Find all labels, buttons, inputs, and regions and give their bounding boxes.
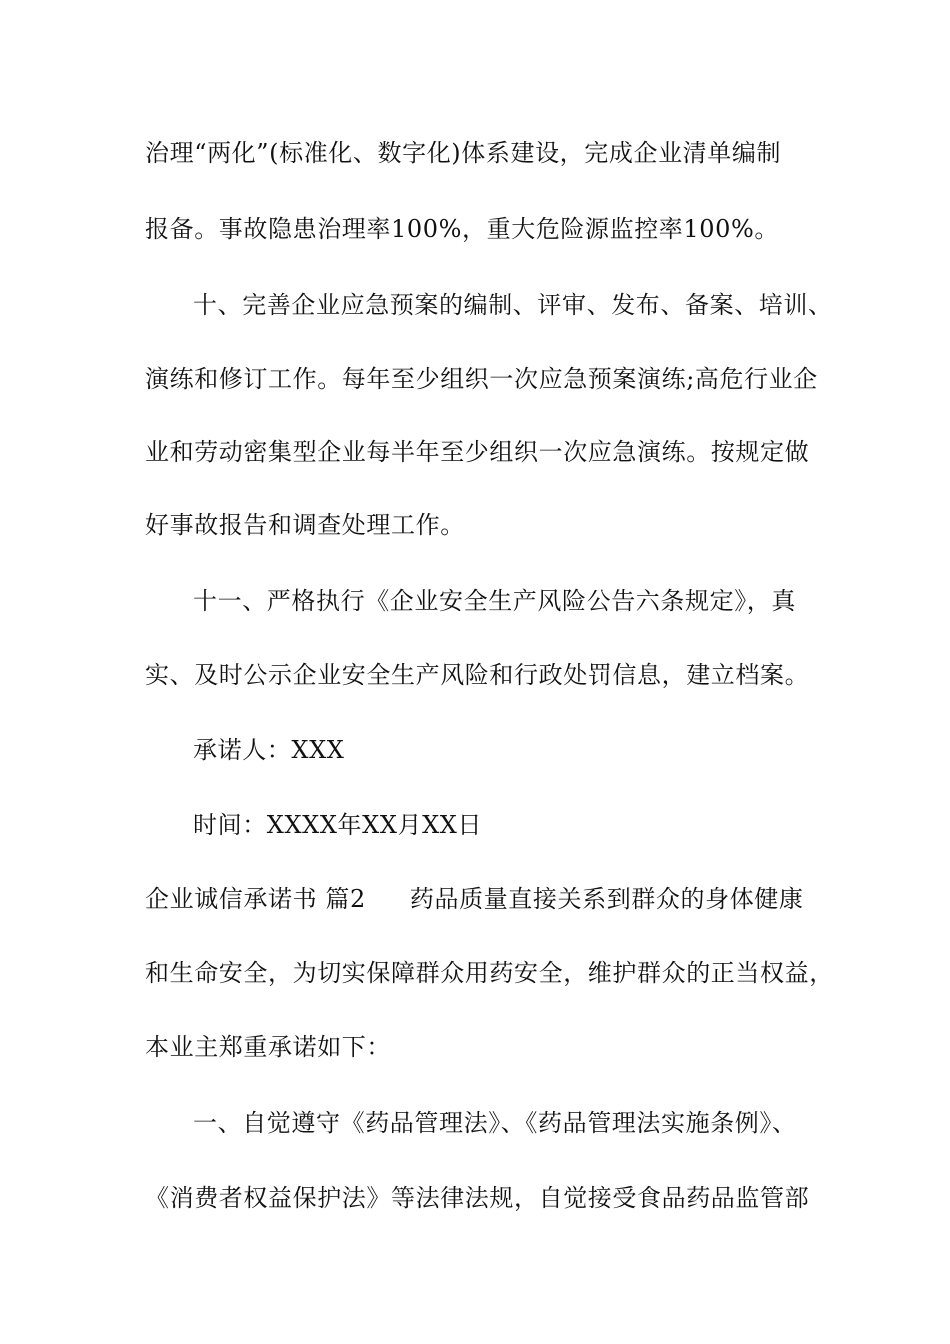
signatory-line: 承诺人：XXX — [193, 736, 345, 764]
section-heading: 企业诚信承诺书 篇2 — [145, 885, 366, 913]
paragraph-line: 好事故报告和调查处理工作。 — [145, 511, 465, 539]
paragraph-line: 治理“两化”(标准化、数字化)体系建设，完成企业清单编制 — [145, 139, 782, 167]
paragraph-line: 一、自觉遵守《药品管理法》、《药品管理法实施条例》、 — [193, 1109, 797, 1137]
paragraph-line: 演练和修订工作。每年至少组织一次应急预案演练;高危行业企 — [145, 365, 818, 393]
paragraph-text: 药品质量直接关系到群众的身体健康 — [409, 885, 804, 913]
paragraph-line: 本业主郑重承诺如下： — [145, 1033, 391, 1061]
section-heading-line — [145, 884, 825, 914]
date-line: 时间：XXXX年XX月XX日 — [193, 811, 483, 839]
paragraph-line: 实、及时公示企业安全生产风险和行政处罚信息，建立档案。 — [145, 661, 810, 689]
paragraph-line: 和生命安全，为切实保障群众用药安全，维护群众的正当权益， — [145, 959, 834, 987]
paragraph-line: 业和劳动密集型企业每半年至少组织一次应急演练。按规定做 — [145, 438, 810, 466]
paragraph-line: 十、完善企业应急预案的编制、评审、发布、备案、培训、 — [193, 291, 833, 319]
paragraph-line: 《消费者权益保护法》等法律法规，自觉接受食品药品监管部 — [145, 1184, 810, 1212]
paragraph-line: 报备。事故隐患治理率100%，重大危险源监控率100%。 — [145, 215, 780, 243]
paragraph-line: 十一、严格执行《企业安全生产风险公告六条规定》，真 — [193, 587, 796, 615]
